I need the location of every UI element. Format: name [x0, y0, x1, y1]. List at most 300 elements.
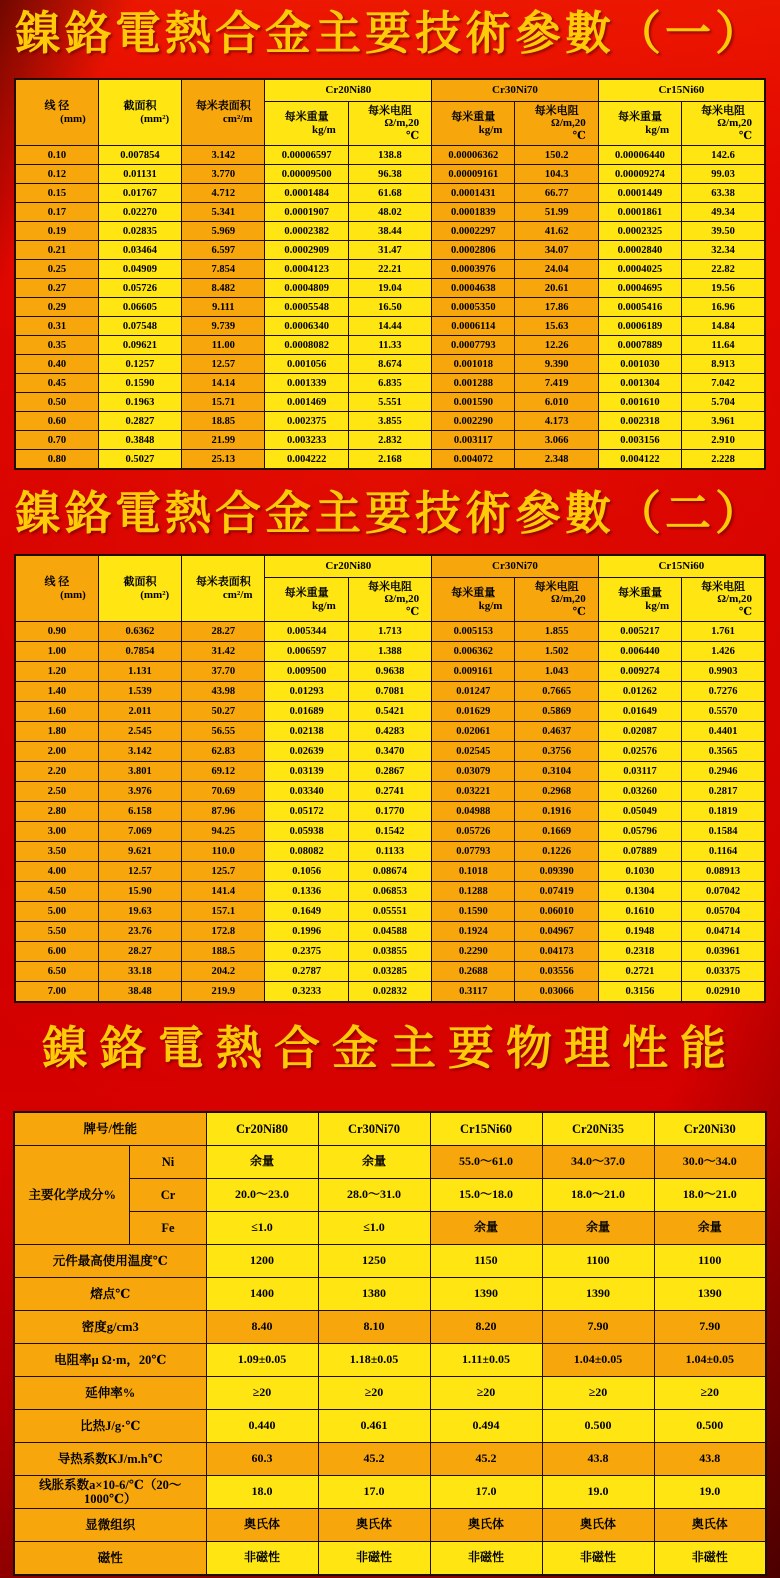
table-cell: 0.7665 — [515, 682, 598, 702]
table-cell: 0.45 — [15, 374, 98, 393]
chem-element-label: Fe — [130, 1212, 206, 1245]
table-cell: 7.854 — [182, 260, 265, 279]
col-header-brand: Cr30Ni70 — [318, 1112, 430, 1146]
table-cell: 0.29 — [15, 298, 98, 317]
table-cell: 1200 — [206, 1245, 318, 1278]
header-text: 线 径 — [44, 99, 70, 112]
col-header-surface — [182, 555, 265, 622]
table-cell: 0.1669 — [515, 822, 598, 842]
table-cell: 1.04±0.05 — [654, 1344, 766, 1377]
table-row — [15, 622, 765, 642]
table-cell: 0.01293 — [265, 682, 348, 702]
table-cell: 5.551 — [348, 393, 431, 412]
table-cell: 204.2 — [182, 962, 265, 982]
table-cell: 5.50 — [15, 922, 98, 942]
table-cell: 55.0～61.0 — [430, 1146, 542, 1179]
col-header-brand: Cr15Ni60 — [430, 1112, 542, 1146]
header-text: 每米电阻 — [701, 104, 746, 117]
table-cell: 0.2318 — [598, 942, 681, 962]
physical-props-table — [13, 1111, 767, 1576]
table-cell: 0.35 — [15, 336, 98, 355]
table-cell: 6.50 — [15, 962, 98, 982]
table-cell: 32.34 — [682, 241, 765, 260]
table-cell: 余量 — [542, 1212, 654, 1245]
table-cell: 0.00006597 — [265, 146, 348, 165]
table-cell: 34.07 — [515, 241, 598, 260]
table-cell: 0.1770 — [348, 802, 431, 822]
table-cell: 0.0005350 — [432, 298, 515, 317]
table-cell: 11.00 — [182, 336, 265, 355]
header-text: (mm²) — [140, 588, 170, 601]
table-cell: 6.010 — [515, 393, 598, 412]
table-cell: 1100 — [542, 1245, 654, 1278]
table-cell: 51.99 — [515, 203, 598, 222]
table-cell: 0.00009274 — [598, 165, 681, 184]
table-cell: 奥氏体 — [430, 1509, 542, 1542]
table-cell: 0.00009500 — [265, 165, 348, 184]
header-text: 每米电阻 — [534, 580, 579, 593]
table-row — [15, 431, 765, 450]
table-cell: 20.0～23.0 — [206, 1179, 318, 1212]
table-row — [15, 412, 765, 431]
table-cell: 8.20 — [430, 1311, 542, 1344]
table-cell: 2.50 — [15, 782, 98, 802]
property-label: 比热J/g·℃ — [14, 1410, 206, 1443]
table-cell: 3.976 — [98, 782, 181, 802]
header-text: 截面积 — [123, 576, 157, 589]
table-header — [15, 555, 765, 622]
table-cell: ≥20 — [318, 1377, 430, 1410]
table-cell: 0.04173 — [515, 942, 598, 962]
table-cell: 9.739 — [182, 317, 265, 336]
table-cell: 150.2 — [515, 146, 598, 165]
table-cell: 45.2 — [430, 1443, 542, 1476]
table-cell: 奥氏体 — [318, 1509, 430, 1542]
table-cell: 1400 — [206, 1278, 318, 1311]
table-cell: 0.08913 — [682, 862, 765, 882]
table-cell: 0.21 — [15, 241, 98, 260]
table-cell: 1.855 — [515, 622, 598, 642]
header-text: 每米电阻 — [367, 104, 412, 117]
table-cell: 0.440 — [206, 1410, 318, 1443]
table-cell: 0.2375 — [265, 942, 348, 962]
table-cell: 219.9 — [182, 982, 265, 1003]
table-cell: 16.50 — [348, 298, 431, 317]
table-row — [15, 662, 765, 682]
tech-params-table-1-container — [0, 78, 780, 470]
table-cell: 0.09390 — [515, 862, 598, 882]
table-cell: 157.1 — [182, 902, 265, 922]
table-cell: 0.1590 — [98, 374, 181, 393]
header-text: ℃ — [572, 606, 586, 619]
table-cell: 70.69 — [182, 782, 265, 802]
table-cell: 56.55 — [182, 722, 265, 742]
table-cell: 9.621 — [98, 842, 181, 862]
table-cell: 1.60 — [15, 702, 98, 722]
header-text: Ω/m,20 — [717, 593, 752, 606]
table-cell: 18.0 — [206, 1476, 318, 1509]
col-header-alloy: Cr15Ni60 — [598, 79, 765, 102]
table-cell: 14.44 — [348, 317, 431, 336]
table-cell: 31.47 — [348, 241, 431, 260]
table-cell: 0.2787 — [265, 962, 348, 982]
table-cell: 1.80 — [15, 722, 98, 742]
table-cell: 62.83 — [182, 742, 265, 762]
table-cell: 奥氏体 — [654, 1509, 766, 1542]
table-cell: 0.02832 — [348, 982, 431, 1003]
table-row — [15, 165, 765, 184]
table-cell: 0.08674 — [348, 862, 431, 882]
table-cell: 0.08082 — [265, 842, 348, 862]
table-cell: 0.001469 — [265, 393, 348, 412]
table-cell: 3.066 — [515, 431, 598, 450]
table-cell: 0.001288 — [432, 374, 515, 393]
header-text: 每米重量 — [284, 110, 329, 123]
table-row — [14, 1146, 766, 1179]
table-cell: 19.63 — [98, 902, 181, 922]
table-cell: 18.85 — [182, 412, 265, 431]
table-cell: 0.90 — [15, 622, 98, 642]
table-cell: 0.1819 — [682, 802, 765, 822]
table-cell: 19.56 — [682, 279, 765, 298]
table-cell: 0.0005416 — [598, 298, 681, 317]
col-header-alloy: Cr20Ni80 — [265, 555, 432, 578]
chem-element-label: Ni — [130, 1146, 206, 1179]
table-cell: 2.80 — [15, 802, 98, 822]
header-text: Ω/m,20 — [551, 593, 586, 606]
property-label: 密度g/cm3 — [14, 1311, 206, 1344]
table-header — [14, 1112, 766, 1146]
table-cell: 0.4283 — [348, 722, 431, 742]
table-cell: 0.03079 — [432, 762, 515, 782]
table-cell: 0.01262 — [598, 682, 681, 702]
header-text: kg/m — [645, 599, 670, 612]
table-cell: 0.006362 — [432, 642, 515, 662]
table-cell: 1.713 — [348, 622, 431, 642]
table-cell: 0.500 — [542, 1410, 654, 1443]
table-cell: 0.1948 — [598, 922, 681, 942]
col-header-diameter — [15, 555, 98, 622]
table-row — [15, 336, 765, 355]
table-cell: 96.38 — [348, 165, 431, 184]
col-header-alloy: Cr30Ni70 — [432, 79, 599, 102]
table-cell: 0.1590 — [432, 902, 515, 922]
header-text: kg/m — [311, 599, 336, 612]
table-cell: 0.01629 — [432, 702, 515, 722]
table-cell: 0.05726 — [432, 822, 515, 842]
table-cell: 50.27 — [182, 702, 265, 722]
table-cell: 22.21 — [348, 260, 431, 279]
table-cell: 12.57 — [98, 862, 181, 882]
table-cell: 1.131 — [98, 662, 181, 682]
table-row — [15, 146, 765, 165]
table-cell: 0.002318 — [598, 412, 681, 431]
table-cell: 0.1304 — [598, 882, 681, 902]
table-cell: 0.0002297 — [432, 222, 515, 241]
table-cell: 7.419 — [515, 374, 598, 393]
property-label: 导热系数KJ/m.h℃ — [14, 1443, 206, 1476]
table-cell: 6.00 — [15, 942, 98, 962]
table-cell: 18.0～21.0 — [542, 1179, 654, 1212]
table-row — [15, 298, 765, 317]
table-cell: 0.7276 — [682, 682, 765, 702]
table-cell: 142.6 — [682, 146, 765, 165]
table-row — [14, 1344, 766, 1377]
table-cell: 0.01689 — [265, 702, 348, 722]
table-cell: 非磁性 — [318, 1542, 430, 1576]
table-row — [14, 1311, 766, 1344]
table-cell: 1.09±0.05 — [206, 1344, 318, 1377]
table-cell: 8.913 — [682, 355, 765, 374]
table-row — [15, 317, 765, 336]
col-header-resistance — [515, 102, 598, 146]
header-text: 线 径 — [44, 576, 70, 589]
table-row — [15, 902, 765, 922]
header-text: 每米表面积 — [195, 576, 251, 589]
table-cell: 14.84 — [682, 317, 765, 336]
table-cell: 0.0006340 — [265, 317, 348, 336]
table-cell: 66.77 — [515, 184, 598, 203]
table-cell: 12.26 — [515, 336, 598, 355]
table-cell: 0.04909 — [98, 260, 181, 279]
table-cell: 0.1018 — [432, 862, 515, 882]
table-cell: 0.00006440 — [598, 146, 681, 165]
table-body — [15, 622, 765, 1003]
table-cell: 0.7854 — [98, 642, 181, 662]
property-label: 显微组织 — [14, 1509, 206, 1542]
table-cell: 0.07548 — [98, 317, 181, 336]
col-header-alloy: Cr20Ni80 — [265, 79, 432, 102]
table-row — [15, 222, 765, 241]
section-title-params-1: 鎳鉻電熱合金主要技術參數（一） — [15, 8, 765, 59]
table-cell: 0.2688 — [432, 962, 515, 982]
table-cell: 4.50 — [15, 882, 98, 902]
table-cell: 43.8 — [654, 1443, 766, 1476]
col-header-resistance — [515, 578, 598, 622]
table-cell: 1150 — [430, 1245, 542, 1278]
table-row — [14, 1443, 766, 1476]
table-cell: 0.40 — [15, 355, 98, 374]
table-cell: 0.3156 — [598, 982, 681, 1003]
table-cell: 19.0 — [542, 1476, 654, 1509]
table-cell: 8.10 — [318, 1311, 430, 1344]
table-cell: 1.388 — [348, 642, 431, 662]
header-text: cm²/m — [222, 588, 253, 601]
table-cell: 0.80 — [15, 450, 98, 470]
table-cell: 0.27 — [15, 279, 98, 298]
table-cell: 1250 — [318, 1245, 430, 1278]
table-cell: 0.0004695 — [598, 279, 681, 298]
table-row — [15, 962, 765, 982]
table-cell: 19.0 — [654, 1476, 766, 1509]
table-cell: 7.00 — [15, 982, 98, 1003]
table-cell: 0.1649 — [265, 902, 348, 922]
table-cell: 0.9903 — [682, 662, 765, 682]
table-cell: 0.03556 — [515, 962, 598, 982]
table-row — [14, 1278, 766, 1311]
table-cell: 49.34 — [682, 203, 765, 222]
table-cell: 6.158 — [98, 802, 181, 822]
col-header-weight — [432, 578, 515, 622]
table-cell: 1.00 — [15, 642, 98, 662]
table-cell: 0.03464 — [98, 241, 181, 260]
table-cell: 0.005153 — [432, 622, 515, 642]
table-cell: 9.111 — [182, 298, 265, 317]
table-cell: 15.63 — [515, 317, 598, 336]
col-header-weight — [432, 102, 515, 146]
table-row — [14, 1476, 766, 1509]
table-cell: 3.142 — [182, 146, 265, 165]
table-cell: ≥20 — [206, 1377, 318, 1410]
col-header-area — [98, 79, 181, 146]
table-row — [15, 241, 765, 260]
table-cell: 0.1336 — [265, 882, 348, 902]
header-text: 截面积 — [123, 99, 157, 112]
table-cell: 0.1916 — [515, 802, 598, 822]
table-cell: 0.009500 — [265, 662, 348, 682]
table-cell: 172.8 — [182, 922, 265, 942]
header-text: 每米电阻 — [534, 104, 579, 117]
table-cell: 1.18±0.05 — [318, 1344, 430, 1377]
table-cell: 0.07042 — [682, 882, 765, 902]
table-cell: 0.3848 — [98, 431, 181, 450]
table-cell: 非磁性 — [654, 1542, 766, 1576]
table-cell: 25.13 — [182, 450, 265, 470]
table-cell: 17.0 — [318, 1476, 430, 1509]
property-label: 磁性 — [14, 1542, 206, 1576]
table-cell: 141.4 — [182, 882, 265, 902]
col-header-brand: Cr20Ni35 — [542, 1112, 654, 1146]
table-cell: 0.4637 — [515, 722, 598, 742]
table-cell: 0.70 — [15, 431, 98, 450]
table-cell: 1380 — [318, 1278, 430, 1311]
table-cell: 7.90 — [542, 1311, 654, 1344]
table-cell: 2.545 — [98, 722, 181, 742]
table-cell: 138.8 — [348, 146, 431, 165]
table-cell: 1390 — [542, 1278, 654, 1311]
table-cell: 28.0～31.0 — [318, 1179, 430, 1212]
table-cell: 余量 — [654, 1212, 766, 1245]
header-text: kg/m — [478, 123, 503, 136]
col-header-area — [98, 555, 181, 622]
table-cell: 0.500 — [654, 1410, 766, 1443]
table-cell: 0.0001839 — [432, 203, 515, 222]
physical-props-table-container — [0, 1111, 780, 1576]
table-cell: 28.27 — [182, 622, 265, 642]
table-cell: 0.60 — [15, 412, 98, 431]
table-cell: 11.64 — [682, 336, 765, 355]
table-row — [15, 642, 765, 662]
table-cell: 0.1030 — [598, 862, 681, 882]
table-cell: 87.96 — [182, 802, 265, 822]
header-text: 每米电阻 — [367, 580, 412, 593]
table-row — [15, 802, 765, 822]
table-cell: 5.00 — [15, 902, 98, 922]
table-cell: 0.03285 — [348, 962, 431, 982]
table-cell: 3.801 — [98, 762, 181, 782]
table-cell: 0.0002806 — [432, 241, 515, 260]
property-label: 线胀系数a×10-6/℃（20～1000℃） — [14, 1476, 206, 1509]
table-cell: 0.3233 — [265, 982, 348, 1003]
table-cell: 20.61 — [515, 279, 598, 298]
table-cell: 0.001056 — [265, 355, 348, 374]
table-cell: 0.04714 — [682, 922, 765, 942]
table-cell: 38.48 — [98, 982, 181, 1003]
table-cell: 奥氏体 — [542, 1509, 654, 1542]
table-row — [15, 393, 765, 412]
tech-params-table-2-container — [0, 554, 780, 1003]
table-row — [15, 762, 765, 782]
table-cell: 7.90 — [654, 1311, 766, 1344]
table-cell: 0.05049 — [598, 802, 681, 822]
table-cell: 0.05796 — [598, 822, 681, 842]
table-cell: 0.05551 — [348, 902, 431, 922]
table-cell: 0.001610 — [598, 393, 681, 412]
table-cell: 8.482 — [182, 279, 265, 298]
table-row — [15, 203, 765, 222]
table-row — [15, 782, 765, 802]
table-cell: 48.02 — [348, 203, 431, 222]
table-cell: 1.043 — [515, 662, 598, 682]
header-text: Ω/m,20 — [717, 117, 752, 130]
table-cell: 0.19 — [15, 222, 98, 241]
table-cell: 0.09621 — [98, 336, 181, 355]
col-header-alloy: Cr30Ni70 — [432, 555, 599, 578]
table-cell: 7.042 — [682, 374, 765, 393]
table-cell: 33.18 — [98, 962, 181, 982]
table-cell: 0.004222 — [265, 450, 348, 470]
col-header-weight — [265, 578, 348, 622]
table-cell: 0.06010 — [515, 902, 598, 922]
table-row — [14, 1542, 766, 1576]
table-cell: 4.173 — [515, 412, 598, 431]
table-cell: 0.50 — [15, 393, 98, 412]
header-text: 每米电阻 — [701, 580, 746, 593]
table-cell: 0.4401 — [682, 722, 765, 742]
table-cell: 0.3470 — [348, 742, 431, 762]
table-cell: 15.90 — [98, 882, 181, 902]
table-cell: 0.1584 — [682, 822, 765, 842]
header-text: Ω/m,20 — [384, 117, 420, 130]
table-cell: 0.009274 — [598, 662, 681, 682]
table-cell: 0.5570 — [682, 702, 765, 722]
header-text: ℃ — [572, 129, 586, 142]
table-row — [14, 1509, 766, 1542]
table-cell: 5.704 — [682, 393, 765, 412]
table-cell: 30.0～34.0 — [654, 1146, 766, 1179]
table-cell: 0.461 — [318, 1410, 430, 1443]
col-header-resistance — [348, 102, 431, 146]
table-cell: 0.001030 — [598, 355, 681, 374]
table-row — [15, 702, 765, 722]
table-cell: 0.02545 — [432, 742, 515, 762]
table-cell: 0.0004025 — [598, 260, 681, 279]
corner-header: 牌号/性能 — [14, 1112, 206, 1146]
table-cell: 0.03375 — [682, 962, 765, 982]
table-row — [15, 822, 765, 842]
table-body — [14, 1146, 766, 1576]
table-cell: 0.02138 — [265, 722, 348, 742]
header-text: (mm) — [60, 588, 86, 601]
table-cell: 8.40 — [206, 1311, 318, 1344]
table-cell: 110.0 — [182, 842, 265, 862]
header-text: kg/m — [311, 123, 336, 136]
table-cell: 2.348 — [515, 450, 598, 470]
header-text: ℃ — [405, 129, 420, 142]
table-cell: 0.3104 — [515, 762, 598, 782]
table-cell: 2.00 — [15, 742, 98, 762]
table-cell: 61.68 — [348, 184, 431, 203]
